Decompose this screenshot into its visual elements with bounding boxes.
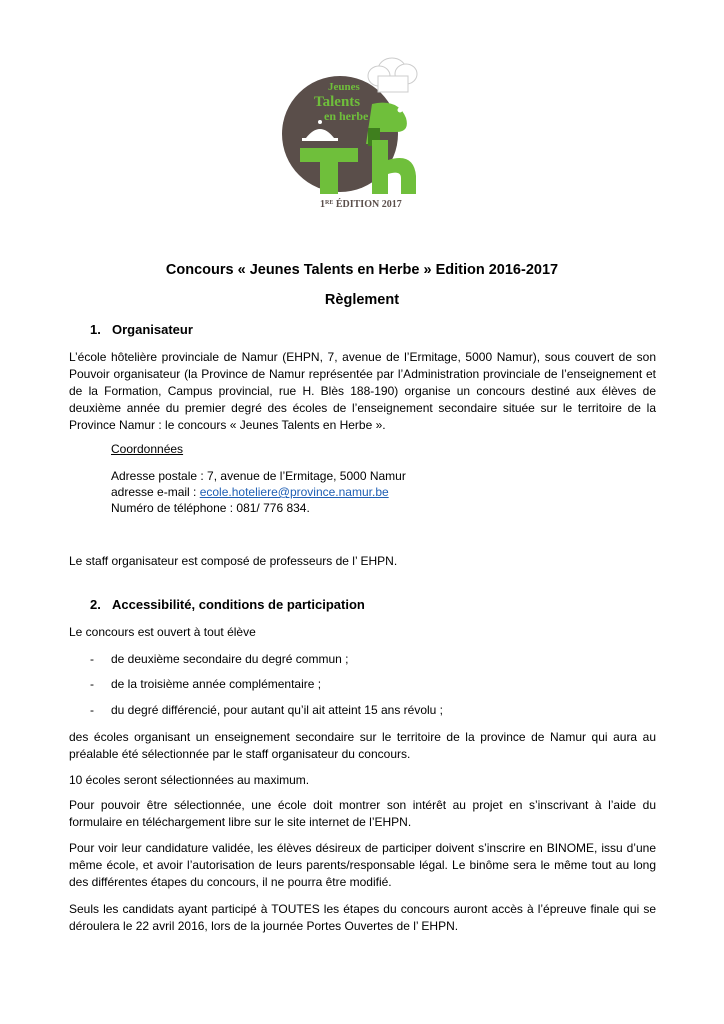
email-label: adresse e-mail : [111, 485, 200, 499]
bullet-marker: - [90, 703, 94, 717]
staff-text: Le staff organisateur est composé de professeurs de l’ EHPN. [69, 554, 398, 568]
jeunes-talents-logo [280, 52, 448, 217]
logo-line-3: en herbe [324, 109, 369, 123]
list-item: de la troisième année complémentaire ; [111, 677, 322, 691]
section-1-paragraph: L’école hôtelière provinciale de Namur (EHPN, 7, avenue de l’Ermitage, 5000 Namur), sous couvert de son Pouvoir organisateur (la Province de Namur représentée par l’Administration provinciale de l’enseignement et de la Formation, Campus provincial, rue H. Blès 188-190) organise un concours destiné aux élèves de deuxième année du premier degré des écoles de l’enseignement secondaire située sur le territoire de la Province Namur : le concours « Jeunes Talents en Herbe ». [69, 350, 656, 432]
section-1-number: 1. [90, 322, 101, 337]
section-2-paragraph-4: Pour voir leur candidature validée, les élèves désireux de participer doivent s’inscrire en BINOME, issu d’une même école, et avoir l’autorisation de leurs parents/responsable légal. Le binôme sera le même tout au long des différentes étapes du concours, il ne pourra être modifié. [69, 841, 656, 889]
email-link[interactable]: ecole.hoteliere@province.namur.be [199, 485, 389, 499]
section-2-title: Accessibilité, conditions de participation [112, 597, 365, 612]
logo-edition: 1RE ÉDITION 2017 [320, 199, 402, 210]
section-2-paragraph-5: Seuls les candidats ayant participé à TOUTES les étapes du concours auront accès à l’épreuve finale qui se déroulera le 22 avril 2016, lors de la journée Portes Ouvertes de l’ EHPN. [69, 902, 656, 933]
section-1-title: Organisateur [112, 322, 193, 337]
section-2-paragraph-3: Pour pouvoir être sélectionnée, une école doit montrer son intérêt au projet en s’inscrivant à l’aide du formulaire en téléchargement libre sur le site internet de l’EHPN. [69, 798, 656, 829]
section-2-paragraph-1: des écoles organisant un enseignement secondaire sur le territoire de la province de Namur qui aura au préalable été sélectionnée par le staff organisateur du concours. [69, 730, 656, 761]
contact-heading: Coordonnées [111, 442, 184, 456]
chef-hat-icon [368, 58, 417, 92]
logo-line-1: Jeunes [328, 81, 360, 93]
section-1-heading [90, 322, 193, 337]
logo-line-2: Talents [314, 94, 361, 110]
document-subtitle: Règlement [324, 292, 400, 308]
list-item: du degré différencié, pour autant qu’il ait atteint 15 ans révolu ; [111, 703, 443, 717]
section-2-intro: Le concours est ouvert à tout élève [69, 625, 256, 639]
bullet-marker: - [90, 677, 94, 691]
contact-address: Adresse postale : 7, avenue de l’Ermitage, 5000 Namur [111, 469, 406, 483]
contact-phone: Numéro de téléphone : 081/ 776 834. [111, 501, 310, 515]
bullet-marker: - [90, 652, 94, 666]
contact-email-line [111, 485, 389, 499]
section-2-number: 2. [90, 597, 101, 612]
section-2-heading [90, 597, 365, 612]
document-title: Concours « Jeunes Talents en Herbe » Edition 2016-2017 [165, 262, 559, 278]
list-item: de deuxième secondaire du degré commun ; [111, 652, 349, 666]
section-2-paragraph-2: 10 écoles seront sélectionnées au maximum. [69, 773, 310, 787]
